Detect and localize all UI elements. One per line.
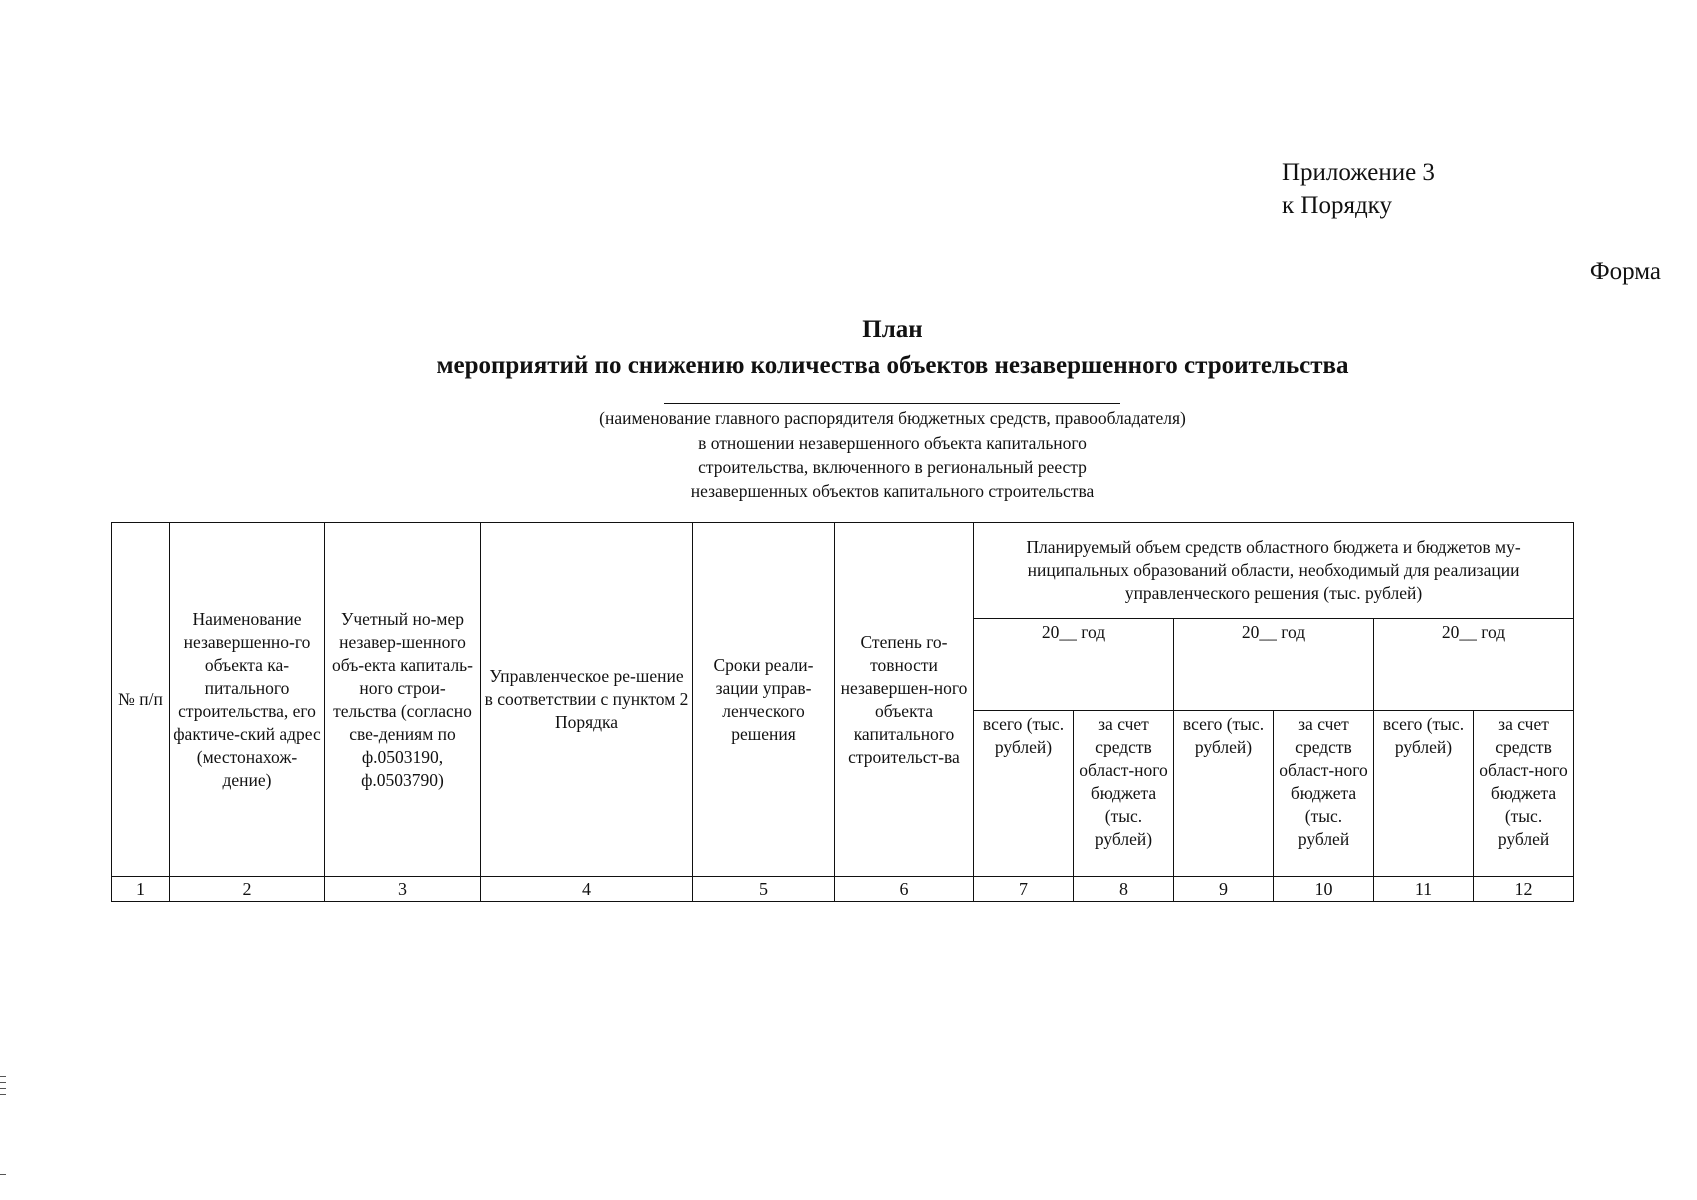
column-number: 11 [1374,877,1474,902]
header-number: № п/п [112,523,170,877]
column-number: 4 [481,877,693,902]
header-year-3: 20__ год [1374,619,1574,711]
column-number: 12 [1474,877,1574,902]
column-number: 10 [1274,877,1374,902]
column-number: 6 [835,877,974,902]
header-year-3-total: всего (тыс. рублей) [1374,711,1474,877]
column-number: 7 [974,877,1074,902]
appendix-number: Приложение 3 [1282,159,1435,186]
header-year-1-regional: за счет средств област-ного бюджета (тыс. рублей) [1074,711,1174,877]
header-year-2-regional: за счет средств област-ного бюджета (тыс. рублей [1274,711,1374,877]
scan-artifact [0,1076,6,1077]
fill-in-caption: (наименование главного распорядителя бюджетных средств, правообладателя) [599,408,1186,428]
header-year-3-regional: за счет средств област-ного бюджета (тыс. рублей [1474,711,1574,877]
scan-artifact [0,1094,6,1095]
scope-line-2: строительства, включенного в региональный реестр [698,457,1087,477]
scope-line-3: незавершенных объектов капитального строительства [690,481,1095,501]
column-number-row [112,877,1574,902]
column-number: 9 [1174,877,1274,902]
header-object-name: Наименование незавершенно-го объекта ка-питального строительства, его фактиче-ский адрес (местонахож-дение) [170,523,325,877]
column-number: 8 [1074,877,1174,902]
document-title: План [862,316,923,343]
column-number: 1 [112,877,170,902]
scope-line-1: в отношении незавершенного объекта капитального [698,433,1087,453]
fill-in-line [664,403,1120,404]
column-number: 2 [170,877,325,902]
scan-artifact [0,1174,6,1175]
header-year-2-total: всего (тыс. рублей) [1174,711,1274,877]
appendix-reference: к Порядку [1282,192,1392,219]
header-year-2: 20__ год [1174,619,1374,711]
form-label: Форма [1589,258,1661,285]
header-year-1: 20__ год [974,619,1174,711]
header-year-1-total: всего (тыс. рублей) [974,711,1074,877]
column-number: 3 [325,877,481,902]
header-readiness-degree: Степень го-товности незавершен-ного объекта капитального строительст-ва [835,523,974,877]
header-implementation-terms: Сроки реали-зации управ-ленческого решения [693,523,835,877]
document-subtitle: мероприятий по снижению количества объектов незавершенного строительства [436,352,1349,379]
column-number: 5 [693,877,835,902]
header-account-number: Учетный но-мер незавер-шенного объ-екта капиталь-ного строи-тельства (согласно све-дениям по ф.0503190, ф.0503790) [325,523,481,877]
scan-artifact [0,1082,6,1083]
header-planned-funding: Планируемый объем средств областного бюджета и бюджетов му-ниципальных образований области, необходимый для реализации управленческого решения (тыс. рублей) [974,523,1574,619]
scan-artifact [0,1088,6,1089]
header-management-decision: Управленческое ре-шение в соответствии с пунктом 2 Порядка [481,523,693,877]
plan-table [111,522,1574,902]
appendix-block [1282,156,1435,222]
